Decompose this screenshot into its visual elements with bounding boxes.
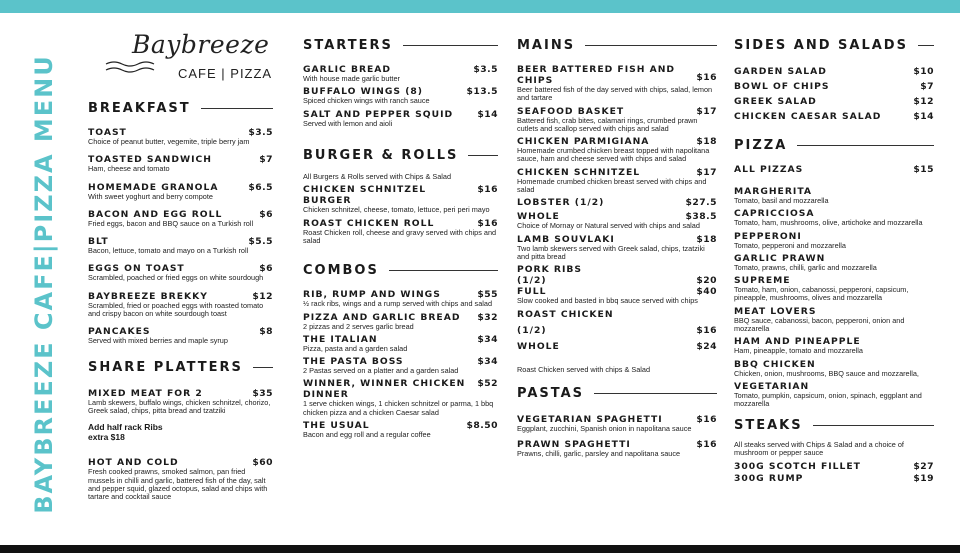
section-note: All steaks served with Chips & Salad and a choice of mushroom or pepper sauce [734,439,904,458]
addon-price: extra $18 [88,432,125,443]
column-2 [303,38,498,439]
section-note: All Burgers & Rolls served with Chips & Salad [303,171,452,181]
logo-subtitle: CAFE | PIZZA [178,66,273,81]
menu-item: LOBSTER (1/2) $27.5 [517,197,717,209]
menu-item: BUFFALO WINGS (8) $13.5 Spiced chicken wings with ranch sauce [303,86,498,106]
menu-item: MARGHERITA Tomato, basil and mozzarella [734,186,829,205]
addon-text: Add half rack Ribs [88,422,163,433]
menu-item: PIZZA AND GARLIC BREAD $32 2 pizzas and 2 serves garlic bread [303,311,498,331]
menu-item: THE PASTA BOSS $34 2 Pastas served on a platter and a garden salad [303,356,498,376]
menu-item: ROAST CHICKEN [517,308,614,320]
menu-item: CHICKEN PARMIGIANA $18 Homemade crumbed chicken breast topped with napolitana sauce, ham and cheese served with chips and salad [517,136,717,164]
menu-item: HOT AND COLD $60 Fresh cooked prawns, smoked salmon, pan fried mussels in chilli and garlic, battered fish of the day, salt and pepper squid, glazed octopus, salad and chips with tartare and cocktail sauce [88,457,273,502]
menu-item: ROAST CHICKEN ROLL $16 Roast Chicken roll, cheese and gravy served with chips and salad [303,217,498,245]
menu-item: BLT $5.5 Bacon, lettuce, tomato and mayo on a Turkish roll [88,236,273,256]
menu-item: BAYBREEZE BREKKY $12 Scrambled, fried or poached eggs with roasted tomato and crispy bacon on white sourdough toast [88,290,273,319]
section-share-platters: SHARE PLATTERS [88,360,273,375]
menu-item: CHICKEN SCHNITZEL $17 Homemade crumbed chicken breast served with chips and salad [517,166,717,195]
divider [797,145,934,146]
divider [594,393,717,394]
menu-item: WHOLE $38.5 Choice of Mornay or Natural served with chips and salad [517,211,717,231]
menu-item: PEPPERONI Tomato, pepperoni and mozzarella [734,230,846,250]
menu-item: GARDEN SALAD $10 [734,66,934,77]
menu-item: RIB, RUMP AND WINGS $55 ½ rack ribs, wings and a rump served with chips and salad [303,289,498,309]
menu-item: FULL $40 Slow cooked and basted in bbq sauce served with chips [517,286,717,306]
wave-icon [104,60,164,74]
section-starters: STARTERS [303,38,498,53]
section-pizza: PIZZA [734,138,934,153]
menu-item: CHICKEN CAESAR SALAD $14 [734,111,934,122]
top-accent-bar [0,0,960,13]
menu-item: ALL PIZZAS $15 [734,164,934,175]
logo [100,30,275,88]
divider [253,367,273,368]
menu-item: WHOLE $24 [517,340,717,352]
section-steaks: STEAKS [734,418,934,433]
menu-item: VEGETARIAN Tomato, pumpkin, capsicum, onion, spinach, eggplant and mozzarella [734,380,922,409]
menu-item: BEER BATTERED FISH AND CHIPS $16 Beer battered fish of the day served with chips, salad, lemon and tartare [517,64,717,103]
menu-item: PRAWN SPAGHETTI $16 Prawns, chilli, garlic, parsley and napolitana sauce [517,439,717,459]
divider [389,270,498,271]
menu-item: TOAST $3.5 Choice of peanut butter, vegemite, triple berry jam [88,127,273,146]
menu-item: CHICKEN SCHNITZEL BURGER $16 Chicken schnitzel, cheese, tomato, lettuce, peri peri mayo [303,184,498,215]
section-burger-rolls: BURGER & ROLLS [303,148,498,163]
menu-item: THE ITALIAN $34 Pizza, pasta and a garden salad [303,333,498,353]
menu-item: 300G RUMP $19 [734,472,934,484]
menu-item: VEGETARIAN SPAGHETTI $16 Eggplant, zucchini, Spanish onion in napolitana sauce [517,414,717,434]
column-4 [734,38,934,484]
menu-item: MEAT LOVERS BBQ sauce, cabanossi, bacon, pepperoni, onion and mozzarella [734,305,905,334]
column-1 [88,101,273,501]
menu-item: SEAFOOD BASKET $17 Battered fish, crab bites, calamari rings, crumbed prawn cutlets and scallop served with chips and salad [517,105,717,133]
menu-item: TOASTED SANDWICH $7 Ham, cheese and tomato [88,154,273,174]
logo-script: Baybreeze [132,30,270,59]
menu-item: GARLIC PRAWN Tomato, prawns, chilli, garlic and mozzarella [734,252,877,272]
divider [918,45,934,46]
menu-item: SUPREME Tomato, ham, onion, cabanossi, pepperoni, capsicum, pineapple, mushrooms, olives and mozzarella [734,275,909,303]
menu-item: BACON AND EGG ROLL $6 Fried eggs, bacon and BBQ sauce on a Turkish roll [88,208,273,228]
divider [201,108,273,109]
menu-item: EGGS ON TOAST $6 Scrambled, poached or fried eggs on white sourdough [88,263,273,283]
menu-item: (1/2) $20 [517,275,717,287]
menu-item: MIXED MEAT FOR 2 $35 Lamb skewers, buffalo wings, chicken schnitzel, chorizo, Greek salad, chips, pitta bread and tzatziki [88,387,273,415]
section-mains: MAINS [517,38,717,53]
menu-item: SALT AND PEPPER SQUID $14 Served with lemon and aioli [303,108,498,128]
section-combos: COMBOS [303,263,498,278]
menu-item: BBQ CHICKEN Chicken, onion, mushrooms, BBQ sauce and mozzarella, [734,358,919,378]
divider [813,425,934,426]
menu-item: BOWL OF CHIPS $7 [734,81,934,92]
menu-item: WINNER, WINNER CHICKEN DINNER $52 1 serve chicken wings, 1 chicken schnitzel or parma, 1 bbq chicken pizza and a chicken Caesar salad [303,378,498,417]
menu-item: CAPRICCIOSA Tomato, ham, mushrooms, olive, artichoke and mozzarella [734,208,923,228]
column-3 [517,38,717,459]
menu-item: 300G SCOTCH FILLET $27 [734,460,934,472]
menu-item: HOMEMADE GRANOLA $6.5 With sweet yoghurt and berry compote [88,181,273,201]
menu-item: GREEK SALAD $12 [734,96,934,107]
divider [468,155,498,156]
section-note: Roast Chicken served with chips & Salad [517,364,651,374]
menu-item: THE USUAL $8.50 Bacon and egg roll and a regular coffee [303,420,498,440]
bottom-bar [0,545,960,553]
divider [585,45,717,46]
menu-item: GARLIC BREAD $3.5 With house made garlic butter [303,64,498,83]
menu-item: (1/2) $16 [517,324,717,336]
section-breakfast: BREAKFAST [88,101,273,116]
menu-item: PANCAKES $8 Served with mixed berries and maple syrup [88,326,273,346]
divider [403,45,498,46]
section-pastas: PASTAS [517,386,717,401]
section-sides-salads: SIDES AND SALADS [734,38,934,53]
menu-item: HAM AND PINEAPPLE Ham, pineapple, tomato and mozzarella [734,336,863,356]
menu-item: PORK RIBS [517,264,583,276]
menu-item: LAMB SOUVLAKI $18 Two lamb skewers served with Greek salad, chips, tzatziki and pitta bread [517,233,717,261]
vertical-title: BAYBREEZE CAFE|PIZZA MENU [30,54,59,514]
